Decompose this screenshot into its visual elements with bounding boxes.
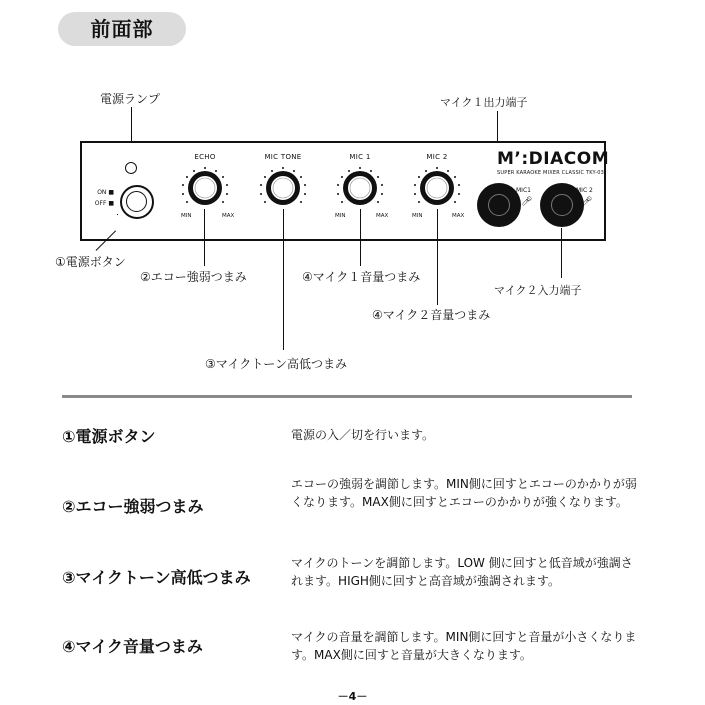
section-divider	[62, 395, 632, 398]
leader-line-mic2-input	[561, 228, 562, 278]
mic1-min-label: MIN	[335, 213, 346, 219]
mic1-max-label: MAX	[376, 213, 389, 219]
mic1-output-jack[interactable]	[477, 183, 521, 227]
knob-label-mic-tone: MIC TONE	[264, 153, 302, 161]
mic2-max-label: MAX	[452, 213, 465, 219]
desc-title-mic-volume: ④マイク音量つまみ	[62, 637, 203, 656]
off-indicator-icon: ■	[108, 200, 114, 207]
callout-power-button: ①電源ボタン	[55, 255, 126, 269]
desc-text-power: 電源の入／切を行います。	[291, 428, 435, 442]
desc-text-tone: マイクのトーンを調節します。LOW 側に回すと低音域が強調されます。HIGH側に回すと高音域が強調されます。	[291, 556, 633, 588]
leader-line-echo	[204, 209, 205, 266]
power-button[interactable]	[120, 185, 154, 219]
on-off-labels	[90, 187, 114, 209]
echo-min-label: MIN	[181, 213, 192, 219]
knob-label-mic2: MIC 2	[426, 153, 448, 161]
callout-mic2-input: マイク２入力端子	[494, 284, 582, 297]
knob-label-echo: ECHO	[194, 153, 216, 161]
callout-mic1-output: マイク１出力端子	[440, 96, 528, 109]
knob-label-mic1: MIC 1	[349, 153, 371, 161]
leader-dot	[117, 214, 118, 215]
microphone-icon: 🎤︎	[581, 197, 593, 207]
echo-max-label: MAX	[222, 213, 235, 219]
callout-power-lamp: 電源ランプ	[100, 92, 161, 106]
callout-mic1-volume: ④マイク１音量つまみ	[302, 270, 421, 284]
desc-text-echo: エコーの強弱を調節します。MIN側に回すとエコーのかかりが弱くなります。MAX側に回すとエコーのかかりが強くなります。	[291, 477, 637, 509]
leader-line-tone	[283, 209, 284, 350]
leader-line-mic2-volume	[437, 209, 438, 305]
on-label: ON	[97, 189, 107, 196]
microphone-icon: 🎤︎	[521, 197, 533, 207]
desc-title-tone: ③マイクトーン高低つまみ	[62, 568, 251, 587]
jack-label-mic2: MIC 2	[576, 187, 593, 194]
mic2-min-label: MIN	[412, 213, 423, 219]
power-lamp-icon	[125, 162, 137, 174]
callout-echo: ②エコー強弱つまみ	[140, 270, 247, 284]
desc-title-power: ①電源ボタン	[62, 427, 156, 446]
off-label: OFF	[94, 200, 107, 207]
desc-title-echo: ②エコー強弱つまみ	[62, 497, 204, 516]
model-name: SUPER KARAOKE MIXER CLASSIC TKY-03	[497, 170, 604, 176]
on-indicator-icon: ■	[108, 189, 114, 196]
callout-mic2-volume: ④マイク２音量つまみ	[372, 308, 491, 322]
jack-label-mic1: MIC1	[516, 187, 531, 194]
section-title: 前面部	[90, 17, 154, 41]
desc-text-mic-volume: マイクの音量を調節します。MIN側に回すと音量が小さくなります。MAX側に回すと音量が大きくなります。	[291, 630, 637, 662]
callout-tone: ③マイクトーン高低つまみ	[205, 357, 348, 371]
leader-line-mic1-volume	[360, 209, 361, 266]
brand-logo: M’:DIACOM	[497, 149, 610, 169]
page-number: －4－	[337, 690, 368, 703]
